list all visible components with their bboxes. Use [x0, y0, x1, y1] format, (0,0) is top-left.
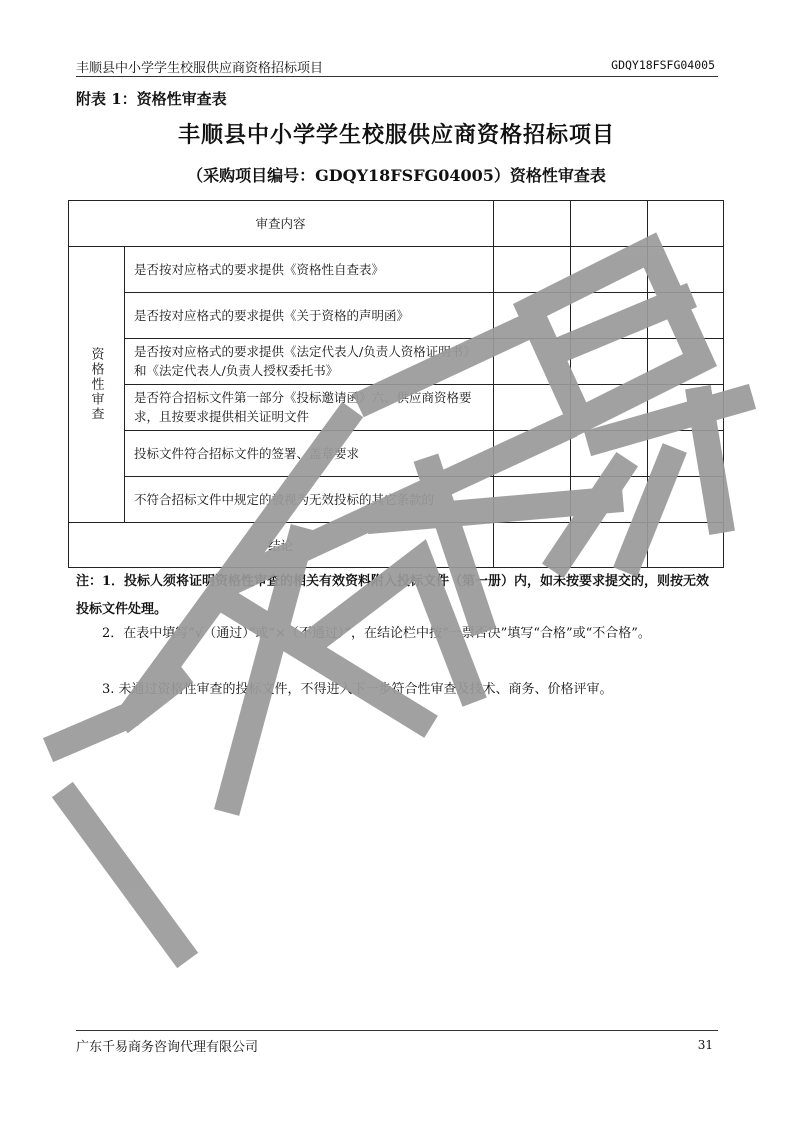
footer-divider [76, 1030, 718, 1031]
header-project-name: 丰顺县中小学学生校服供应商资格招标项目 [76, 61, 324, 76]
table-row: 是否符合招标文件第一部分《投标邀请函》六、供应商资格要求，且按要求提供相关证明文件 [134, 390, 472, 424]
page-title: 丰顺县中小学学生校服供应商资格招标项目 [177, 122, 615, 148]
note-2: 2．在表中填写“√（通过）”或“×（不通过）”，在结论栏中按“一票否决”填写“合格”或“不合格”。 [102, 626, 651, 641]
table-conclusion-label: 结论 [267, 537, 293, 553]
table-subtitle: （采购项目编号：GDQY18FSFG04005）资格性审查表 [187, 166, 606, 185]
table-group-label-wrap [68, 246, 124, 522]
table-row: 是否按对应格式的要求提供《资格性自查表》 [134, 261, 385, 277]
header-divider [76, 76, 718, 77]
table-header-review-content: 审查内容 [255, 215, 306, 231]
header-project-code: GDQY18FSFG04005 [611, 58, 715, 72]
footer-company: 广东千易商务咨询代理有限公司 [76, 1040, 259, 1055]
table-row: 投标文件符合招标文件的签署、盖章要求 [134, 445, 360, 461]
note-1: 注：1．投标人须将证明资格性审查的相关有效资料附入投标文件（第一册）内，如未按要求提交的，则按无效投标文件处理。 [76, 574, 710, 617]
watermark-stroke [70, 800, 180, 950]
page-number: 31 [697, 1038, 713, 1052]
table-row: 是否按对应格式的要求提供《法定代表人/负责人资格证明书》和《法定代表人/负责人授权委托书》 [134, 344, 476, 378]
note-3: 3. 未通过资格性审查的投标文件，不得进入下一步符合性审查及技术、商务、价格评审。 [102, 682, 613, 697]
appendix-label: 附表 1：资格性审查表 [76, 90, 227, 108]
qualification-review-table [68, 200, 724, 568]
table-group-label: 资格性审查 [88, 346, 104, 422]
table-row: 不符合招标文件中规定的被视为无效投标的其它条款的 [134, 491, 435, 507]
table-row: 是否按对应格式的要求提供《关于资格的声明函》 [134, 307, 410, 323]
